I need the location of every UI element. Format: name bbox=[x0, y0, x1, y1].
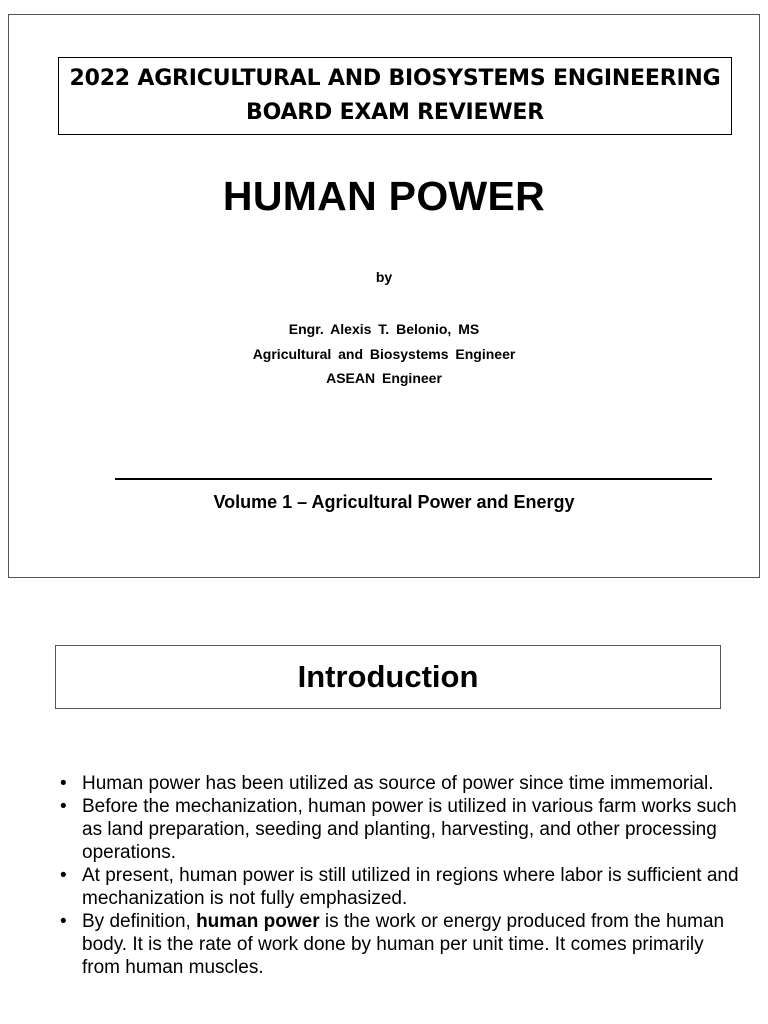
introduction-heading: Introduction bbox=[297, 659, 479, 694]
bullet-text: Human power has been utilized as source of power since time immemorial. bbox=[82, 773, 714, 794]
bullet-icon: • bbox=[60, 773, 67, 794]
exam-title-line-2: BOARD EXAM REVIEWER bbox=[246, 100, 544, 125]
divider-line bbox=[115, 478, 712, 480]
bullet-text-post: is the work or energy produced from the human body. It is the rate of work done by human per unit time. It comes primarily from human muscles. bbox=[82, 911, 725, 978]
cover-slide bbox=[8, 14, 760, 578]
author-block bbox=[9, 317, 759, 391]
bullet-text-bold-term: human power bbox=[196, 911, 320, 932]
by-label: by bbox=[375, 269, 393, 285]
bullet-text: At present, human power is still utilized in regions where labor is sufficient and mechanization is not fully emphasized. bbox=[82, 865, 739, 909]
bullet-text-pre: By definition, bbox=[82, 911, 197, 932]
document-title: HUMAN POWER bbox=[222, 173, 546, 219]
bullet-item bbox=[60, 772, 740, 795]
bullet-item bbox=[60, 864, 740, 910]
introduction-heading-box bbox=[55, 645, 721, 709]
bullet-item bbox=[60, 910, 740, 979]
bullet-icon: • bbox=[60, 911, 67, 932]
bullet-icon: • bbox=[60, 796, 67, 817]
bullet-icon: • bbox=[60, 865, 67, 886]
bullet-text: Before the mechanization, human power is utilized in various farm works such as land preparation, seeding and planting, harvesting, and other processing operations. bbox=[82, 796, 737, 863]
author-name: Engr. Alexis T. Belonio, MS bbox=[288, 321, 480, 337]
bullet-item bbox=[60, 795, 740, 864]
introduction-bullet-list bbox=[60, 772, 740, 979]
exam-title-line-1: 2022 AGRICULTURAL AND BIOSYSTEMS ENGINEERING bbox=[69, 66, 721, 91]
author-certification: ASEAN Engineer bbox=[326, 370, 442, 386]
exam-title-box bbox=[58, 57, 732, 135]
author-role: Agricultural and Biosystems Engineer bbox=[252, 345, 516, 362]
volume-subtitle: Volume 1 – Agricultural Power and Energy bbox=[213, 492, 575, 512]
